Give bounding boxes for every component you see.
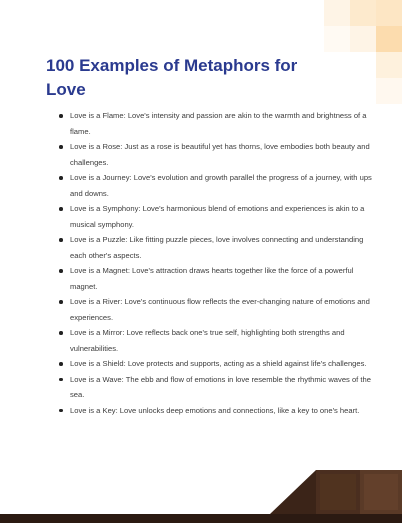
- metaphor-list: [56, 108, 375, 418]
- list-item: Love is a Magnet: Love's attraction draws hearts together like the force of a powerful magnet.: [70, 263, 375, 294]
- list-item: Love is a River: Love's continuous flow reflects the ever-changing nature of emotions and experiences.: [70, 294, 375, 325]
- decor-block-inner: [320, 474, 356, 510]
- decor-tile: [376, 26, 402, 52]
- list-item: Love is a Rose: Just as a rose is beautiful yet has thorns, love embodies both beauty and challenges.: [70, 139, 375, 170]
- decor-tile: [350, 0, 376, 26]
- decor-tile: [324, 26, 350, 52]
- list-item: Love is a Wave: The ebb and flow of emotions in love resemble the rhythmic waves of the sea.: [70, 372, 375, 403]
- decor-block-inner: [364, 474, 398, 510]
- decor-tile: [350, 26, 376, 52]
- page-title: 100 Examples of Metaphors for Love: [46, 56, 298, 99]
- list-item: Love is a Shield: Love protects and supports, acting as a shield against life's challenges.: [70, 356, 375, 372]
- list-item: Love is a Puzzle: Like fitting puzzle pieces, love involves connecting and understanding each other's aspects.: [70, 232, 375, 263]
- list-item: Love is a Symphony: Love's harmonious blend of emotions and experiences is akin to a musical symphony.: [70, 201, 375, 232]
- decor-tile: [376, 78, 402, 104]
- decor-tile: [324, 0, 350, 26]
- list-item: Love is a Flame: Love's intensity and passion are akin to the warmth and brightness of a flame.: [70, 108, 375, 139]
- decor-tile: [376, 0, 402, 26]
- list-item: Love is a Key: Love unlocks deep emotions and connections, like a key to one's heart.: [70, 403, 375, 419]
- list-item: Love is a Mirror: Love reflects back one's true self, highlighting both strengths and vulnerabilities.: [70, 325, 375, 356]
- list-item: Love is a Journey: Love's evolution and growth parallel the progress of a journey, with ups and downs.: [70, 170, 375, 201]
- decor-triangle: [270, 470, 316, 514]
- decor-tile: [376, 52, 402, 78]
- bottom-bar: [0, 514, 402, 523]
